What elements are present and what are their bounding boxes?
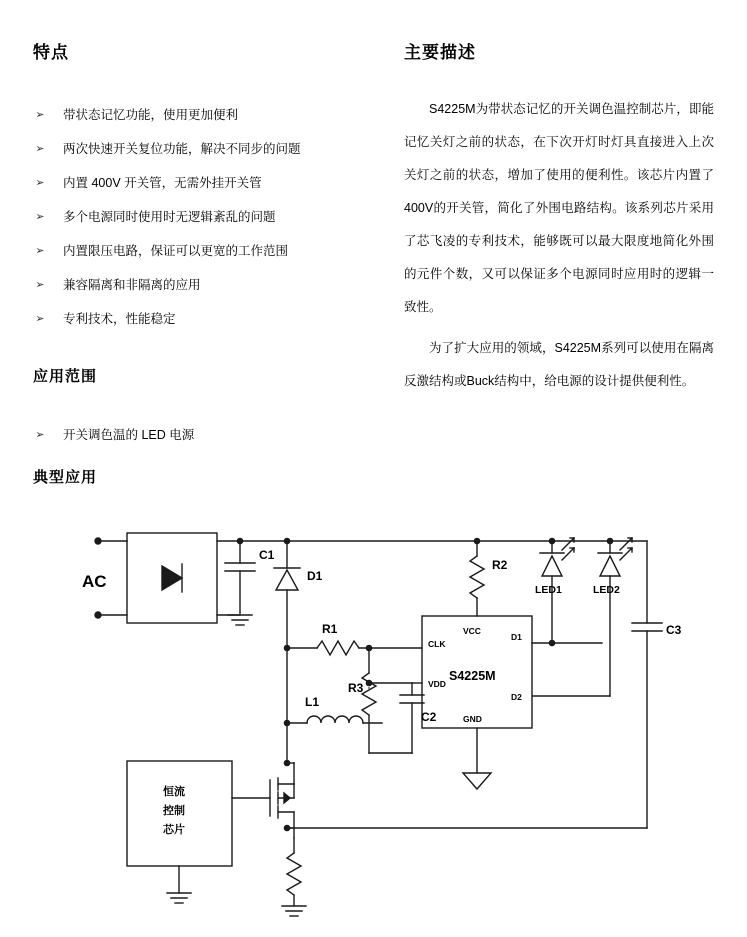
pin-label-d1: D1: [511, 632, 522, 642]
list-item: [33, 98, 363, 132]
bullet-icon: ➢: [35, 245, 45, 257]
label-led2: LED2: [593, 584, 620, 596]
list-item-label: 专利技术，性能稳定: [63, 312, 176, 326]
list-item-label: 多个电源同时使用时无逻辑紊乱的问题: [63, 210, 276, 224]
list-item-label: 内置 400V 开关管，无需外挂开关管: [63, 176, 262, 190]
label-driver-line3: 芯片: [163, 824, 185, 836]
bullet-icon: ➢: [35, 313, 45, 325]
list-item-label: 兼容隔离和非隔离的应用: [63, 278, 201, 292]
list-item: [33, 268, 363, 302]
label-c3: C3: [666, 623, 682, 637]
bullet-icon: ➢: [35, 109, 45, 121]
bullet-icon: ➢: [35, 429, 45, 441]
label-c1: C1: [259, 548, 275, 562]
typical-application-schematic: [22, 508, 728, 923]
pin-label-vdd: VDD: [428, 679, 446, 689]
list-item-label: 两次快速开关复位功能，解决不同步的问题: [63, 142, 301, 156]
page-title-features: 特点: [33, 43, 69, 62]
pin-label-vcc: VCC: [463, 626, 481, 636]
page-title-description: 主要描述: [404, 43, 476, 62]
list-item: [33, 302, 363, 336]
list-item: [33, 132, 363, 166]
label-ac: AC: [82, 572, 107, 591]
pin-label-gnd: GND: [463, 714, 482, 724]
list-item: [33, 166, 363, 200]
pin-label-d2: D2: [511, 692, 522, 702]
label-c2: C2: [421, 710, 437, 724]
label-ic-name: S4225M: [449, 669, 496, 683]
bullet-icon: ➢: [35, 211, 45, 223]
list-item: [33, 234, 363, 268]
list-item: [33, 418, 363, 452]
list-item-label: 开关调色温的 LED 电源: [63, 428, 195, 442]
features-list: [33, 98, 363, 336]
page-title-application: 典型应用: [33, 469, 98, 486]
label-d1: D1: [307, 569, 323, 583]
label-led1: LED1: [535, 584, 562, 596]
list-item-label: 带状态记忆功能，使用更加便利: [63, 108, 239, 122]
label-r1: R1: [322, 622, 338, 636]
page-title-scope: 应用范围: [33, 368, 98, 385]
bullet-icon: ➢: [35, 279, 45, 291]
description-paragraph: S4225M为带状态记忆的开关调色温控制芯片，即能记忆关灯之前的状态，在下次开灯时灯具直接进入上次关灯之前的状态，增加了使用的便利性。该芯片内置了400V的开关管，简化了外围电路结构。该系列芯片采用了芯飞凌的专利技术，能够既可以最大限度地简化外围的元件个数，又可以保证多个电源同时应用时的逻辑一致性。: [404, 102, 714, 314]
list-item-label: 内置限压电路，保证可以更宽的工作范围: [63, 244, 289, 258]
pin-label-clk: CLK: [428, 639, 446, 649]
list-item: [33, 200, 363, 234]
label-l1: L1: [305, 695, 320, 709]
label-r2: R2: [492, 558, 508, 572]
bullet-icon: ➢: [35, 177, 45, 189]
bullet-icon: ➢: [35, 143, 45, 155]
description-paragraph: 为了扩大应用的领域，S4225M系列可以使用在隔离反激结构或Buck结构中，给电源的设计提供便利性。: [404, 341, 714, 388]
label-driver-line2: 控制: [163, 805, 185, 817]
label-driver-line1: 恒流: [163, 786, 185, 798]
scope-list: [33, 418, 363, 452]
label-r3: R3: [348, 681, 364, 695]
description-body: [404, 93, 714, 406]
